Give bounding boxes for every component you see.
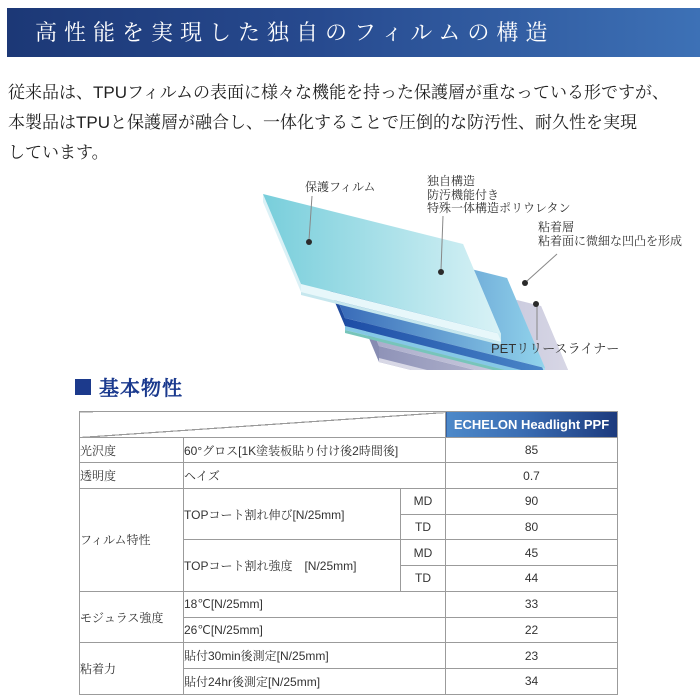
- value-cell: 80: [446, 514, 618, 540]
- condition-cell: 26℃[N/25mm]: [184, 617, 446, 643]
- label-text: 粘着層: [538, 220, 575, 234]
- value-cell: 45: [446, 540, 618, 566]
- property-cell: 光沢度: [80, 437, 184, 463]
- condition-cell: TOPコート割れ強度 [N/25mm]: [184, 540, 401, 591]
- label-text: 特殊一体構造ポリウレタン: [427, 201, 571, 215]
- value-cell: 23: [446, 643, 618, 669]
- section-title-text: 基本物性: [99, 378, 183, 400]
- direction-cell: TD: [401, 514, 446, 540]
- header-banner: [7, 8, 700, 57]
- label-unique-structure: [427, 175, 571, 216]
- basic-properties-table: [79, 411, 618, 695]
- intro-paragraph: [8, 78, 698, 168]
- property-cell: モジュラス強度: [80, 591, 184, 642]
- label-adhesive-layer: [538, 221, 682, 248]
- value-cell: 0.7: [446, 463, 618, 489]
- condition-cell: ヘイズ: [184, 463, 446, 489]
- value-cell: 22: [446, 617, 618, 643]
- value-cell: 44: [446, 566, 618, 592]
- corner-cell: [80, 412, 446, 438]
- value-cell: 33: [446, 591, 618, 617]
- direction-cell: MD: [401, 489, 446, 515]
- table-row: [80, 437, 618, 463]
- property-cell: 粘着力: [80, 643, 184, 694]
- label-text: 粘着面に微細な凹凸を形成: [538, 233, 683, 248]
- property-cell: 透明度: [80, 463, 184, 489]
- section-title-basic-properties: [75, 372, 183, 401]
- direction-cell: MD: [401, 540, 446, 566]
- label-pet-liner: [491, 342, 619, 356]
- intro-line: 本製品はTPUと保護層が融合し、一体化することで圧倒的な防汚性、耐久性を実現: [8, 113, 637, 132]
- table-row: [80, 591, 618, 617]
- condition-cell: 貼付24hr後測定[N/25mm]: [184, 668, 446, 694]
- table-header-row: [80, 412, 618, 438]
- condition-cell: 60°グロス[1K塗装板貼り付け後2時間後]: [184, 437, 446, 463]
- condition-cell: 貼付30min後測定[N/25mm]: [184, 643, 446, 669]
- label-protective-film: [305, 181, 376, 195]
- value-cell: 34: [446, 668, 618, 694]
- label-text: 防汚機能付き: [427, 187, 500, 202]
- label-text: PETリリースライナー: [491, 341, 620, 356]
- intro-line: しています。: [8, 143, 109, 162]
- page-title: 高性能を実現した独自のフィルムの構造: [35, 20, 555, 45]
- direction-cell: TD: [401, 566, 446, 592]
- label-text: 保護フィルム: [305, 180, 376, 194]
- condition-cell: 18℃[N/25mm]: [184, 591, 446, 617]
- value-cell: 90: [446, 489, 618, 515]
- label-text: 独自構造: [427, 174, 476, 188]
- table-row: [80, 489, 618, 515]
- property-cell: フィルム特性: [80, 489, 184, 592]
- product-header-cell: ECHELON Headlight PPF: [446, 412, 618, 438]
- condition-cell: TOPコート割れ伸び[N/25mm]: [184, 489, 401, 540]
- blue-square-icon: [75, 379, 91, 395]
- intro-line: 従来品は、TPUフィルムの表面に様々な機能を持った保護層が重なっている形ですが、: [8, 83, 669, 102]
- table-row: [80, 643, 618, 669]
- value-cell: 85: [446, 437, 618, 463]
- table-row: [80, 463, 618, 489]
